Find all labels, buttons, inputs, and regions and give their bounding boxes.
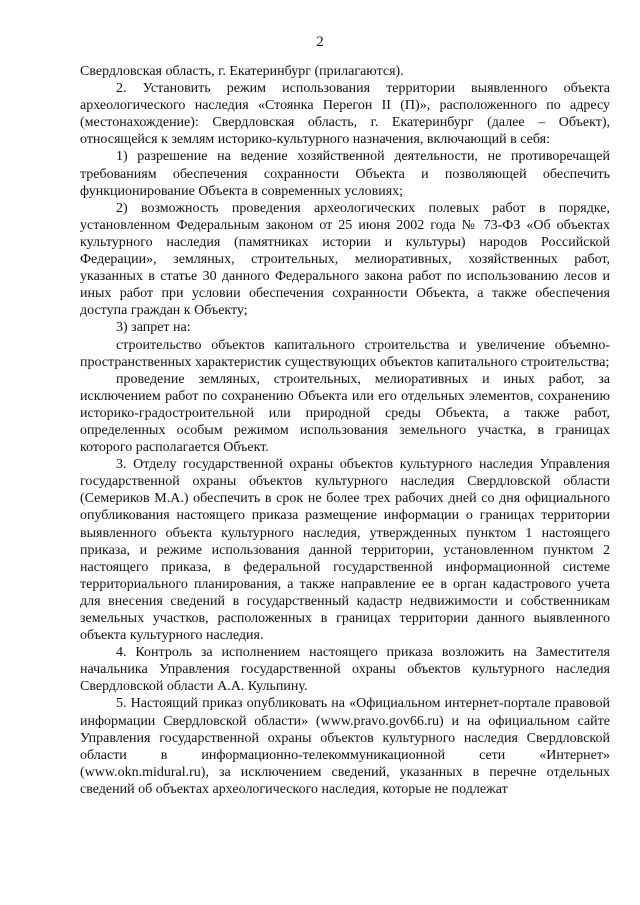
document-body bbox=[80, 63, 610, 798]
paragraph-prohibition-works: проведение земляных, строительных, мелиоративных и иных работ, за исключением работ по сохранению Объекта или его отдельных элементов, сохранению историко-градостроительной или природной среды Объекта, а также работ, определенных особым режимом использования земельного участка, в границах которого располагается Объект. bbox=[80, 371, 610, 456]
paragraph-subitem-1: 1) разрешение на ведение хозяйственной деятельности, не противоречащей требованиям обеспечения сохранности Объекта и позволяющей обеспечить функционирование Объекта в современных условиях; bbox=[80, 149, 610, 199]
paragraph-item-5: 5. Настоящий приказ опубликовать на «Официальном интернет-портале правовой информации Свердловской области» (www.pravo.gov66.ru) и на официальном сайте Управления государственной охраны объектов культурного наследия Свердловской области в информационно-телекоммуникационной сети «Интернет» (www.okn.midural.ru), за исключением сведений, указанных в перечне отдельных сведений об объектах археологического наследия, которые не подлежат bbox=[80, 696, 610, 797]
page-number: 2 bbox=[316, 34, 324, 50]
paragraph-item-4: 4. Контроль за исполнением настоящего приказа возложить на Заместителя начальника Управления государственной охраны объектов культурного наследия Свердловской области А.А. Кульпину. bbox=[80, 645, 610, 695]
paragraph-item-2: 2. Установить режим использования территории выявленного объекта археологического наследия «Стоянка Перегон II (П)», расположенного по адресу (местонахождение): Свердловская область, г. Екатеринбург (далее – Объект), относящейся к землям историко-культурного назначения, включающий в себя: bbox=[80, 81, 610, 148]
paragraph-continuation: Свердловская область, г. Екатеринбург (прилагаются). bbox=[80, 64, 404, 79]
paragraph-subitem-3: 3) запрет на: bbox=[116, 320, 191, 336]
paragraph-prohibition-construction: строительство объектов капитального строительства и увеличение объемно-пространственных характеристик существующих объектов капитального строительства; bbox=[80, 337, 610, 370]
paragraph-subitem-2: 2) возможность проведения археологических полевых работ в порядке, установленном Федеральным законом от 25 июня 2002 года № 73-ФЗ «Об объектах культурного наследия (памятниках истории и культуры) народов Российской Федерации», земляных, строительных, мелиоративных, хозяйственных работ, указанных в статье 30 данного Федерального закона работ по использованию лесов и иных работ при условии обеспечения сохранности Объекта, а также обеспечения доступа граждан к Объекту; bbox=[80, 200, 610, 319]
paragraph-item-3: 3. Отделу государственной охраны объектов культурного наследия Управления государственной охраны объектов культурного наследия Свердловской области (Семериков М.А.) обеспечить в срок не более трех рабочих дней со дня официального опубликования настоящего приказа размещение информации о границах территории выявленного объекта культурного наследия, утвержденных пунктом 1 настоящего приказа, и режиме использования данной территории, установленном пунктом 2 настоящего приказа, в федеральной государственной информационной системе территориального планирования, а также направление ее в орган кадастрового учета для внесения сведений в государственный кадастр недвижимости и собственникам земельных участков, расположенных в границах территории данного выявленного объекта культурного наследия. bbox=[80, 457, 610, 644]
